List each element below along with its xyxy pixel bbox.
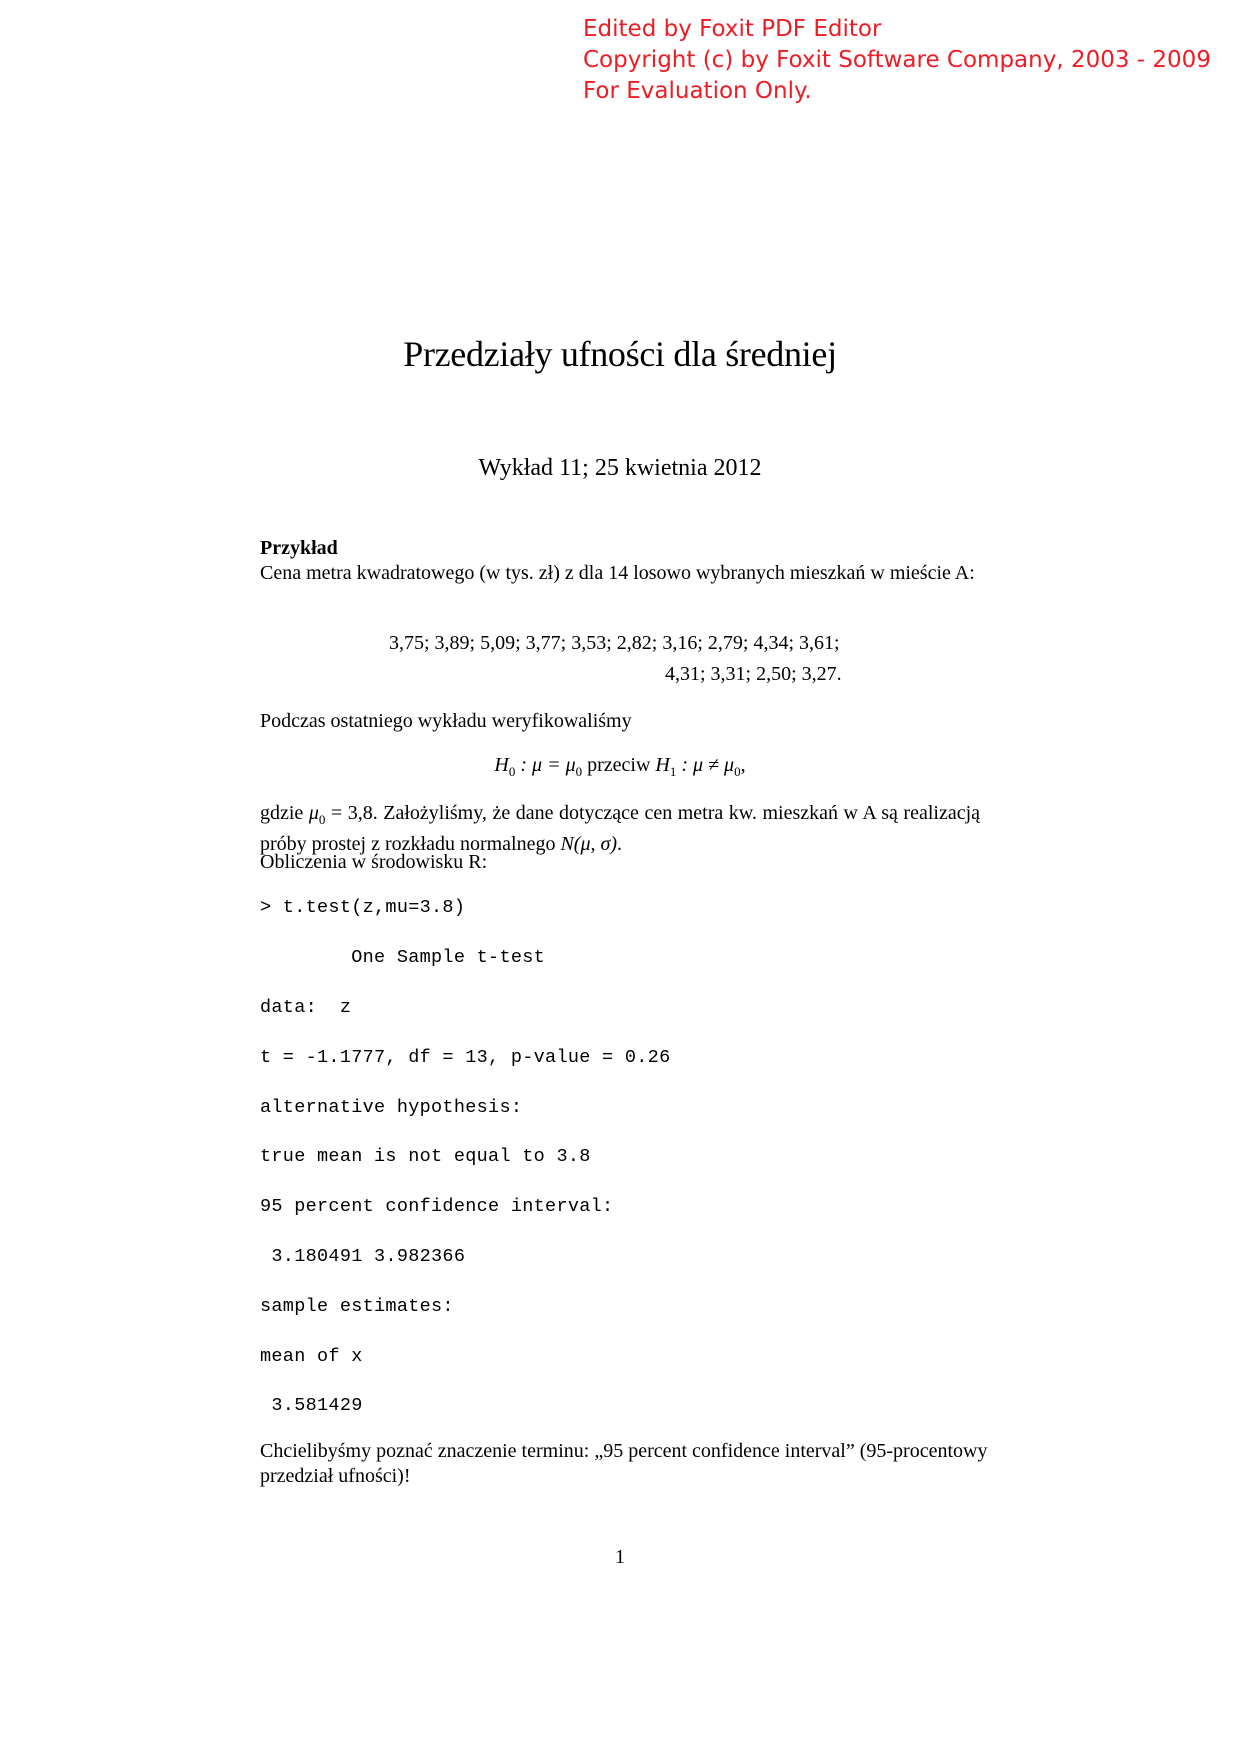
example-heading: Przykład [260,537,338,559]
against-word: przeciw [582,754,656,776]
r-alt-label: alternative hypothesis: [260,1097,523,1118]
r-ci-label: 95 percent confidence interval: [260,1196,614,1217]
mu0-subscript: 0 [575,764,583,779]
r-alt-value: true mean is not equal to 3.8 [260,1146,591,1167]
verify-paragraph: Podczas ostatniego wykładu weryfikowaliśmy [260,710,632,732]
watermark-line-1: Edited by Foxit PDF Editor [583,16,882,42]
r-ci-value: 3.180491 3.982366 [260,1246,466,1267]
mu-symbol: μ [308,802,319,824]
computations-label: Obliczenia w środowisku R: [260,851,488,873]
r-estimates-label: sample estimates: [260,1296,454,1317]
formula-comma: , [740,754,746,776]
closing-paragraph: Chcielibyśmy poznać znaczenie terminu: „95 percent confidence interval” (95-procentowy przedział ufności)! [260,1440,988,1487]
h1-symbol: H [655,754,670,776]
h0-symbol: H [494,754,509,776]
r-command: > t.test(z,mu=3.8) [260,897,466,918]
data-values-line-1: 3,75; 3,89; 5,09; 3,77; 3,53; 2,82; 3,16; 2,79; 4,34; 3,61; [389,632,840,654]
example-intro: Cena metra kwadratowego (w tys. zł) z dla 14 losowo wybranych mieszkań w mieście A: [260,562,975,584]
mu0-subscript-2: 0 [734,764,741,779]
watermark-line-2: Copyright (c) by Foxit Software Company, 2003 - 2009 [583,47,1211,73]
h1-inequality: : μ ≠ μ [676,754,735,776]
assumption-paragraph [260,801,980,857]
assumption-text-2: = 3,8. Założyliśmy, że dane dotyczące cen metra kw. mieszkań w A są realizacją próby prostej z rozkładu normalnego [260,802,981,855]
normal-distribution: N(μ, σ) [560,833,618,855]
foxit-watermark [583,14,1211,107]
r-data-line: data: z [260,997,352,1018]
mu-subscript: 0 [318,812,326,827]
document-title: Przedziały ufności dla średniej [403,334,837,374]
watermark-line-3: For Evaluation Only. [583,78,812,104]
page-number: 1 [615,1546,625,1568]
hypothesis-formula [0,754,1240,780]
r-test-name: One Sample t-test [260,947,546,968]
assumption-period: . [617,833,623,855]
r-estimate-name: mean of x [260,1346,363,1367]
h0-subscript: 0 [508,764,516,779]
data-values-line-2: 4,31; 3,31; 2,50; 3,27. [665,663,842,685]
h1-subscript: 1 [669,764,677,779]
assumption-text-1: gdzie [260,802,309,824]
r-statistics: t = -1.1777, df = 13, p-value = 0.26 [260,1047,671,1068]
h0-equation: : μ = μ [515,754,576,776]
r-estimate-value: 3.581429 [260,1395,363,1416]
lecture-subtitle: Wykład 11; 25 kwietnia 2012 [478,455,762,481]
